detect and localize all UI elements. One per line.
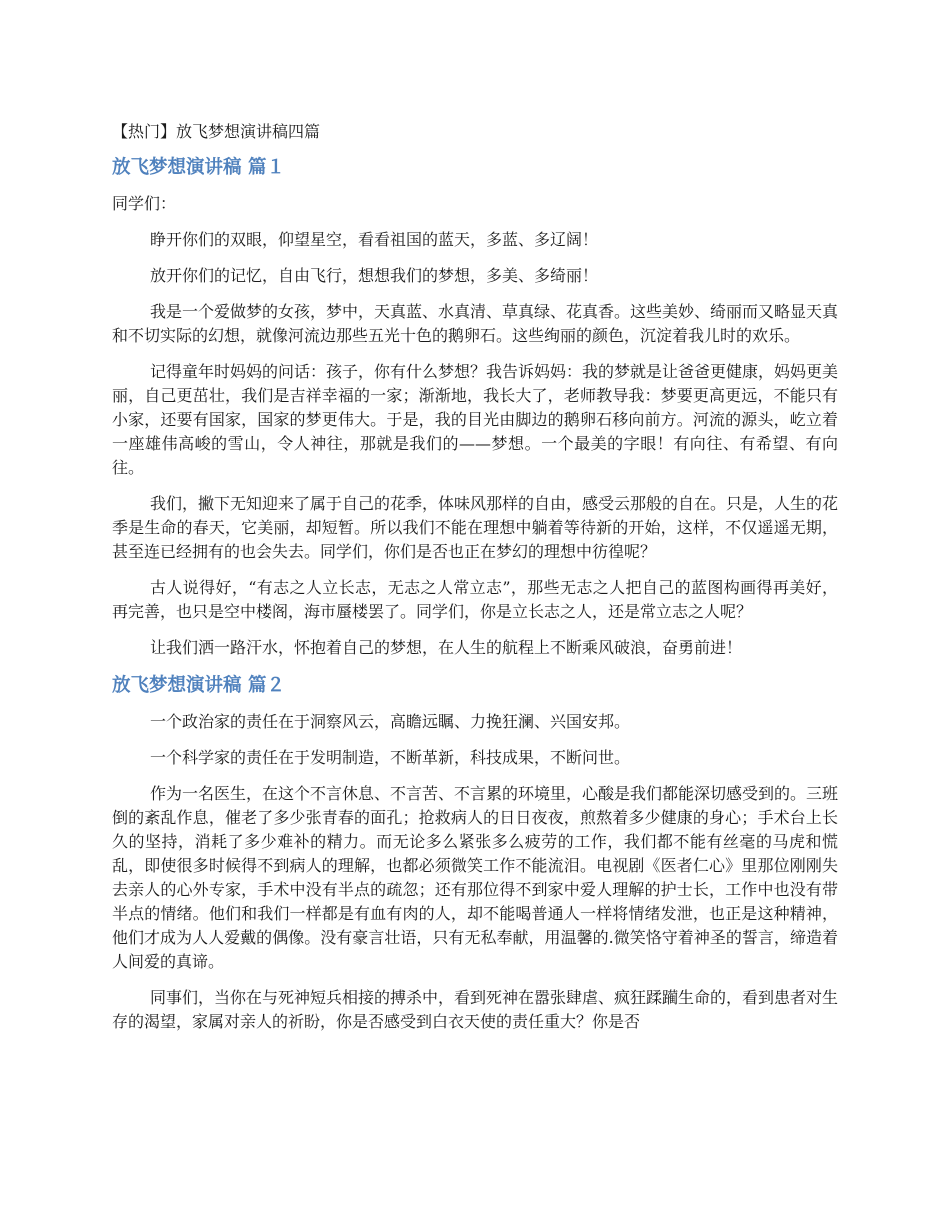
section-2-paragraph-1: 一个政治家的责任在于洞察风云，高瞻远瞩、力挽狂澜、兴国安邦。 [150,712,631,731]
document-page [112,120,838,1046]
section-1-paragraph-5: 我们，撇下无知迎来了属于自己的花季，体味风那样的自由，感受云那般的自在。只是，人生的花季是生命的春天，它美丽，却短暂。所以我们不能在理想中躺着等待新的开始，这样，不仅遥遥无期，甚至连已经拥有的也会失去。同学们，你们是否也正在梦幻的理想中彷徨呢？ [112,494,839,561]
section-1-paragraph-3: 我是一个爱做梦的女孩，梦中，天真蓝、水真清、草真绿、花真香。这些美妙、绮丽而又略显天真和不切实际的幻想，就像河流边那些五光十色的鹅卵石。这些绚丽的颜色，沉淀着我儿时的欢乐。 [112,302,839,345]
section-2-paragraph-3: 作为一名医生，在这个不言休息、不言苦、不言累的环境里，心酸是我们都能深切感受到的。三班倒的紊乱作息，催老了多少张青春的面孔；抢救病人的日日夜夜，煎熬着多少健康的身心；手术台上长久的坚持，消耗了多少难补的精力。而无论多么紧张多么疲劳的工作，我们都不能有丝毫的马虎和慌乱，即使很多时候得不到病人的理解，也都必须微笑工作不能流泪。电视剧《医者仁心》里那位刚刚失去亲人的心外专家，手术中没有半点的疏忽；还有那位得不到家中爱人理解的护士长，工作中也没有带半点的情绪。他们和我们一样都是有血有肉的人，却不能喝普通人一样将情绪发泄，也正是这种精神，他们才成为人人爱戴的偶像。没有豪言壮语，只有无私奉献，用温馨的.微笑恪守着神圣的誓言，缔造着人间爱的真谛。 [112,784,839,971]
section-1-paragraph-6: 古人说得好，“有志之人立长志，无志之人常立志”，那些无志之人把自己的蓝图构画得再美好，再完善，也只是空中楼阁，海市蜃楼罢了。同学们，你是立长志之人，还是常立志之人呢？ [112,578,838,621]
section-1 [112,154,838,660]
section-2-paragraph-4: 同事们，当你在与死神短兵相接的搏杀中，看到死神在嚣张肆虐、疯狂蹂躏生命的，看到患者对生存的渴望，家属对亲人的祈盼，你是否感受到白衣天使的责任重大？你是否 [112,988,839,1031]
section-1-paragraph-7: 让我们洒一路汗水，怀抱着自己的梦想，在人生的航程上不断乘风破浪，奋勇前进！ [150,638,743,657]
section-1-paragraph-1: 睁开你们的双眼，仰望星空，看看祖国的蓝天，多蓝、多辽阔！ [150,230,599,249]
section-1-heading: 放飞梦想演讲稿 篇１ [112,157,285,178]
section-2-heading: 放飞梦想演讲稿 篇２ [112,675,285,696]
document-title: 【热门】放飞梦想演讲稿四篇 [112,122,321,141]
section-2-paragraph-2: 一个科学家的责任在于发明制造，不断革新，科技成果，不断问世。 [150,748,631,767]
section-1-salutation: 同学们： [112,194,177,213]
section-1-paragraph-4: 记得童年时妈妈的问话：孩子，你有什么梦想？我告诉妈妈：我的梦就是让爸爸更健康，妈妈更美丽，自己更茁壮，我们是吉祥幸福的一家；渐渐地，我长大了，老师教导我：梦要更高更远，不能只有小家，还要有国家，国家的梦更伟大。于是，我的目光由脚边的鹅卵石移向前方。河流的源头，屹立着一座雄伟高峻的雪山，令人神往，那就是我们的——梦想。一个最美的字眼！有向往、有希望、有向往。 [112,362,839,477]
section-1-paragraph-2: 放开你们的记忆，自由飞行，想想我们的梦想，多美、多绮丽！ [150,266,599,285]
section-2 [112,672,838,1034]
